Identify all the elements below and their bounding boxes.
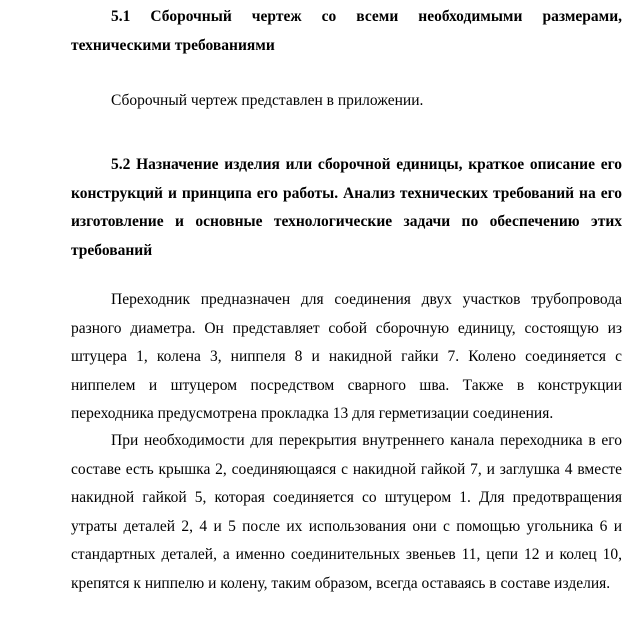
section-5-1-heading: 5.1 Сборочный чертеж со всеми необходимыми размерами, техническими требованиями (71, 8, 622, 54)
section-5-2-paragraph-2: При необходимости для перекрытия внутреннего канала переходника в его составе есть крышка 2, соединяющаяся с накидной гайкой 7, и заглушка 4 вместе накидной гайкой 5, которая соединяется со штуцером 1. Для предотвращения утраты деталей 2, 4 и 5 после их использования они с помощью угольника 6 и стандартных деталей, а именно соединительных звеньев 11, цепи 12 и колец 10, крепятся к ниппелю и колену, таким образом, всегда оставаясь в составе изделия. (71, 432, 622, 592)
section-5-2-paragraph-1: Переходник предназначен для соединения двух участков трубопровода разного диаметра. Он представляет собой сборочную единицу, состоящую из штуцера 1, колена 3, ниппеля 8 и накидной гайки 7. Колено соединяется с ниппелем и штуцером посредством сварного шва. Также в конструкции переходника предусмотрена прокладка 13 для герметизации соединения. (71, 291, 622, 422)
section-5-1-text: Сборочный чертеж представлен в приложении. (111, 92, 424, 109)
section-5-2-heading: 5.2 Назначение изделия или сборочной единицы, краткое описание его конструкций и принципа его работы. Анализ технических требований на его изготовление и основные технологические задачи по обеспечению этих требований (71, 156, 622, 259)
